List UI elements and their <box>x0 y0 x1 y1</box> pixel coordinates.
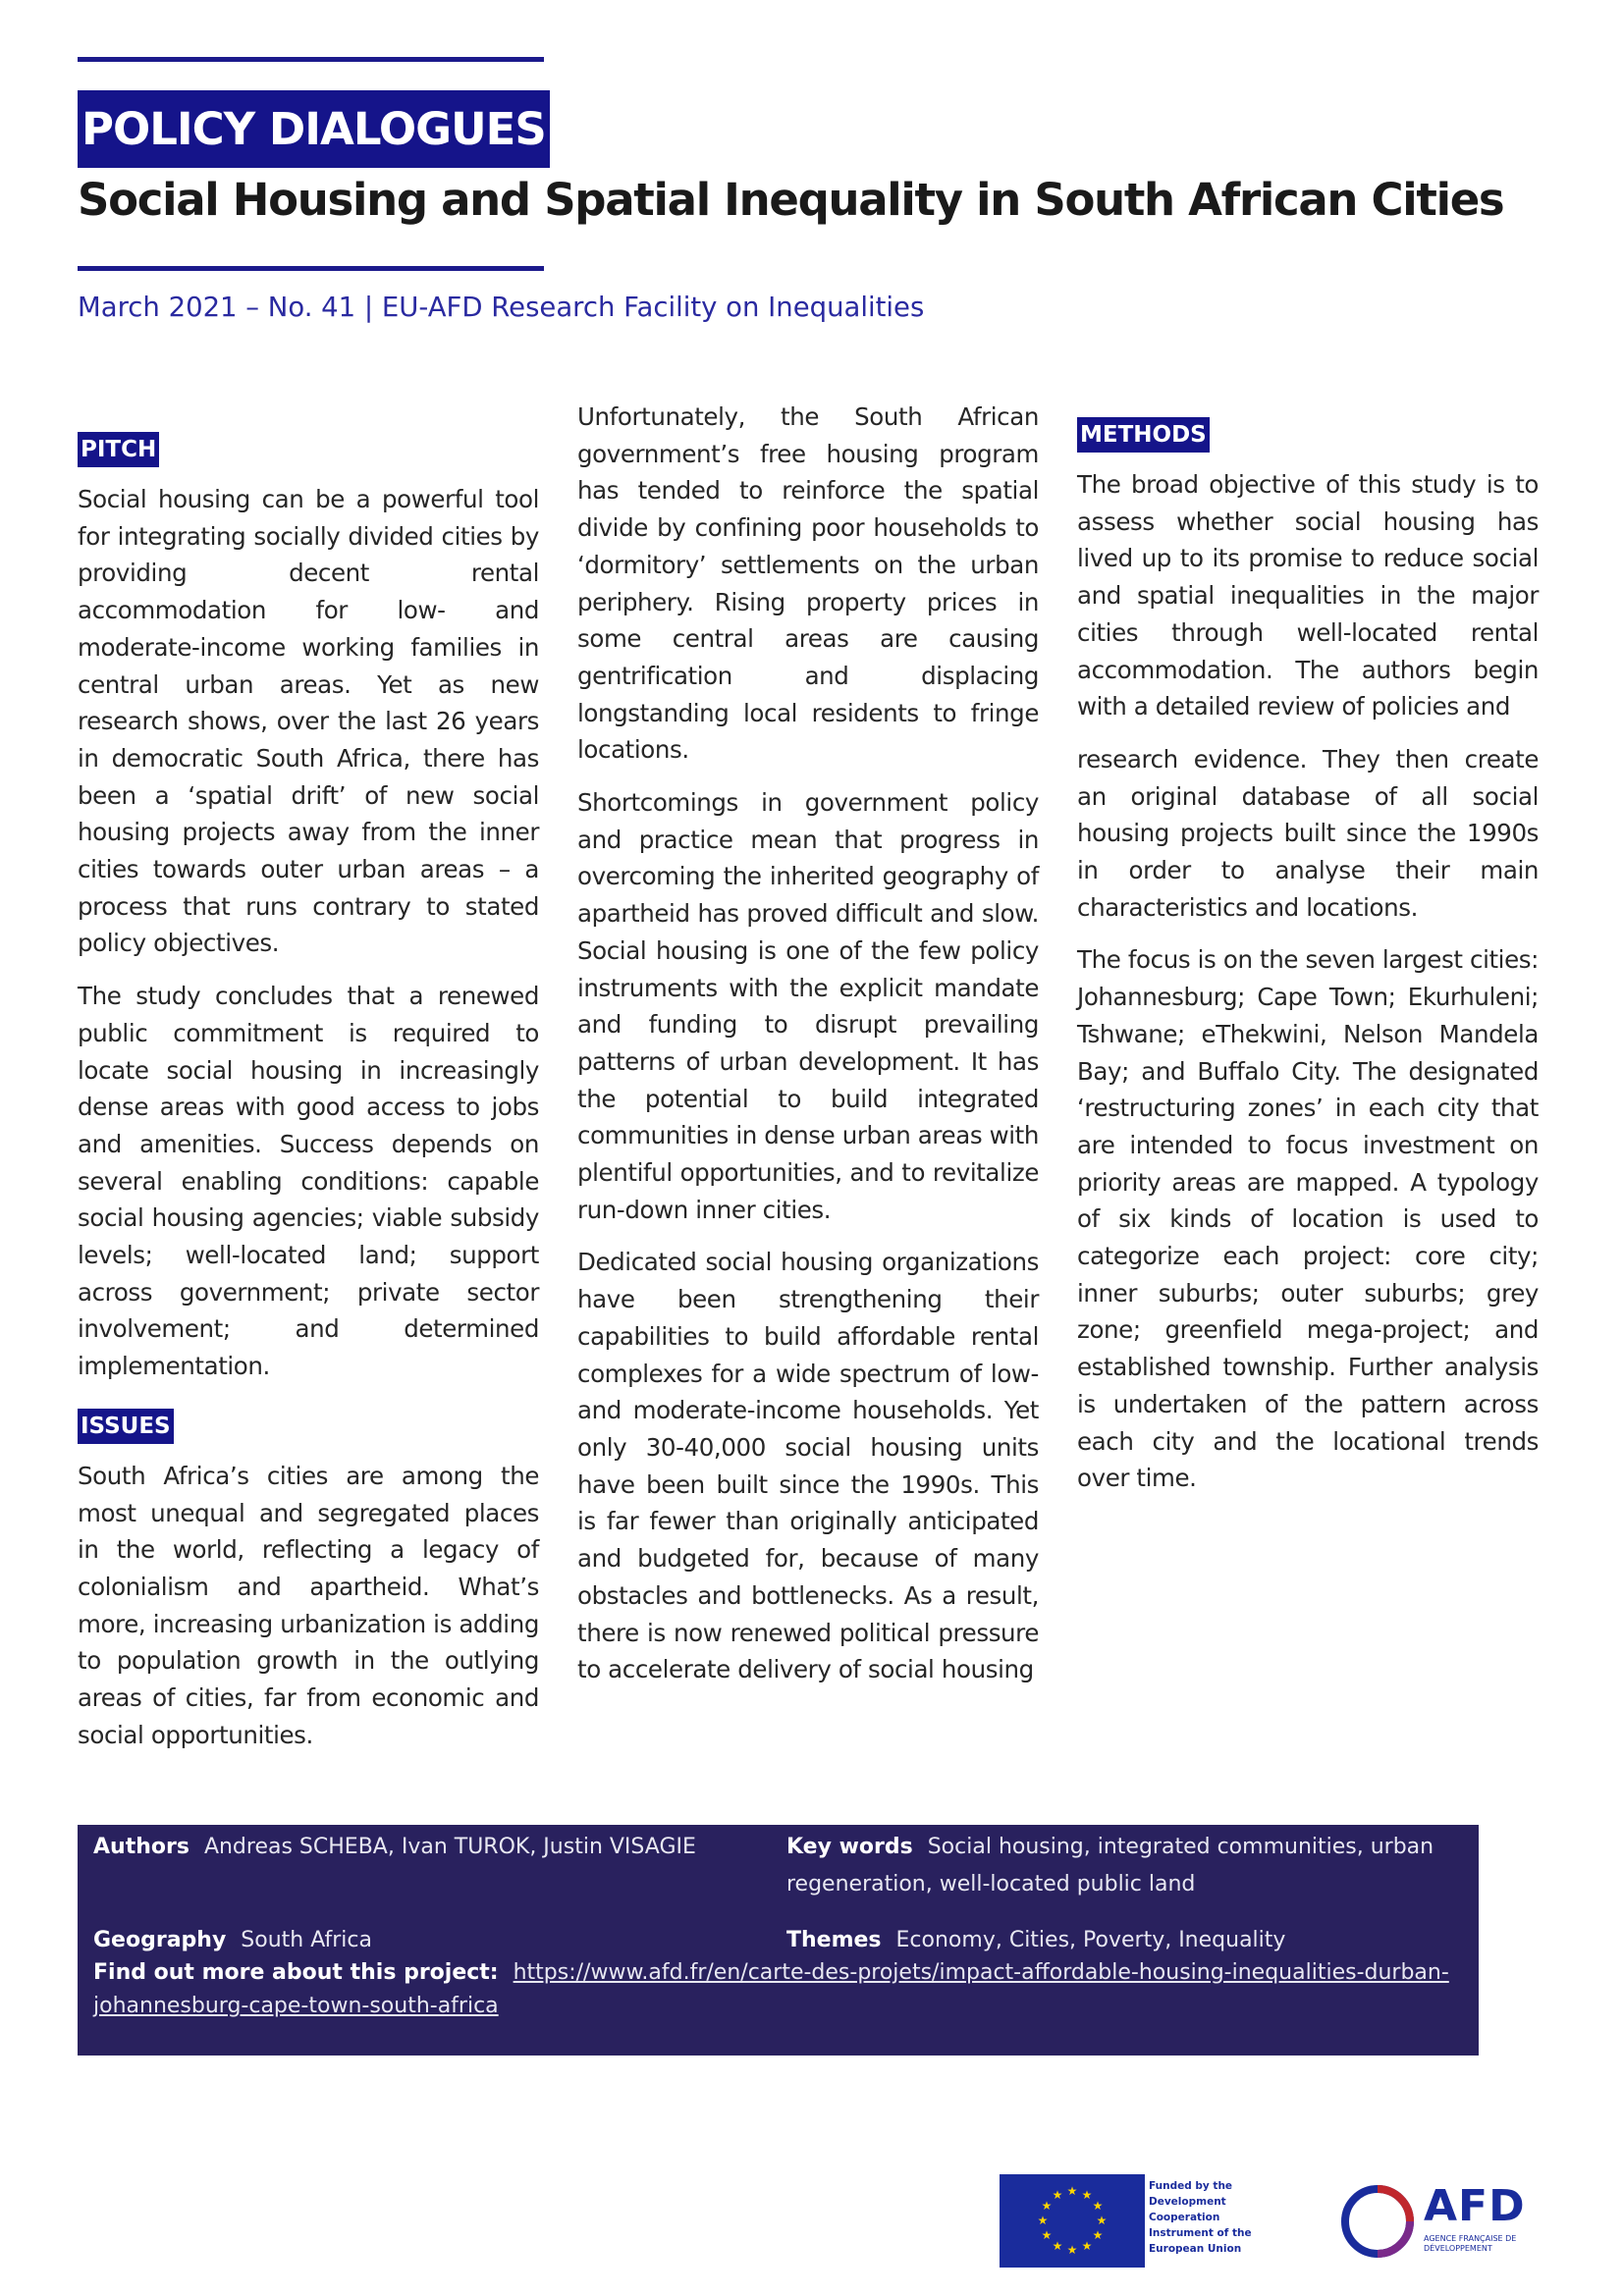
top-rule <box>78 57 544 62</box>
issues-paragraph-1: South Africa’s cities are among the most unequal and segregated places in the world, reflecting a legacy of colonialism and apartheid. What’s more, increasing urbanization is adding to population growth in the outlying areas of cities, far from economic and social opportunities. <box>78 1461 539 1749</box>
eu-star-icon: ★ <box>1096 2214 1108 2227</box>
issues-heading: ISSUES <box>78 1409 174 1444</box>
column-1 <box>78 432 539 1770</box>
afd-wordmark: AFD <box>1424 2181 1526 2231</box>
eu-star-icon: ★ <box>1081 2188 1093 2203</box>
column2-paragraph-2: Shortcomings in government policy and practice mean that progress in overcoming the inherited geography of apartheid has proved difficult and slow. Social housing is one of the few policy instruments with the explicit mandate and funding to disrupt prevailing patterns of urban development. It has the potential to build integrated communities in dense urban areas with plentiful opportunities, and to revitalize run-down inner cities. <box>577 788 1039 1224</box>
series-banner: POLICY DIALOGUES <box>78 90 550 168</box>
authors-row <box>93 1829 696 1866</box>
column2-paragraph-1: Unfortunately, the South African government’s free housing program has tended to reinforce the spatial divide by confining poor households to ‘dormitory’ settlements on the urban periphery. Rising property prices in some central areas are causing gentrification and displacing longstanding local residents to fringe locations. <box>577 402 1039 765</box>
eu-star-icon: ★ <box>1052 2238 1063 2253</box>
eu-star-icon: ★ <box>1092 2199 1104 2213</box>
geography-label: Geography <box>93 1928 227 1952</box>
project-info-box <box>78 1825 1479 2056</box>
title-rule <box>78 266 544 271</box>
authors-label: Authors <box>93 1835 189 1859</box>
themes-label: Themes <box>786 1928 882 1952</box>
keywords-label: Key words <box>786 1835 913 1859</box>
methods-paragraph-2: research evidence. They then create an original database of all social housing projects built since the 1990s in order to analyse their main characteristics and locations. <box>1077 744 1539 922</box>
authors-value: Andreas SCHEBA, Ivan TUROK, Justin VISAGIE <box>203 1835 696 1859</box>
project-link-continued[interactable]: johannesburg-cape-town-south-africa <box>93 1994 499 2018</box>
eu-star-icon: ★ <box>1066 2243 1078 2257</box>
methods-paragraph-1: The broad objective of this study is to assess whether social housing has lived up to its promise to reduce social and spatial inequalities in the major cities through well-located rental accommodation. The authors begin with a detailed review of policies and <box>1077 470 1539 721</box>
methods-heading: METHODS <box>1077 417 1210 453</box>
page-title: Social Housing and Spatial Inequality in South African Cities <box>78 174 1504 226</box>
eu-star-icon: ★ <box>1081 2238 1093 2253</box>
eu-star-icon: ★ <box>1066 2184 1078 2198</box>
findout-label: Find out more about this project: <box>93 1960 499 1985</box>
project-link[interactable]: https://www.afd.fr/en/carte-des-projets/impact-affordable-housing-inequalities-durban- <box>513 1960 1449 1985</box>
themes-value: Economy, Cities, Poverty, Inequality <box>895 1928 1286 1952</box>
dateline: March 2021 – No. 41 | EU-AFD Research Facility on Inequalities <box>78 292 925 323</box>
geography-value: South Africa <box>241 1928 372 1952</box>
pitch-heading: PITCH <box>78 432 159 467</box>
findout-row-2 <box>93 1988 499 2025</box>
eu-star-icon: ★ <box>1092 2228 1104 2242</box>
column-3 <box>1077 417 1539 1513</box>
afd-subtitle: AGENCE FRANÇAISE DE DÉVELOPPEMENT <box>1424 2234 1517 2253</box>
eu-star-icon: ★ <box>1037 2214 1049 2227</box>
keywords-row-2 <box>786 1866 1195 1903</box>
eu-flag-icon <box>1000 2174 1145 2268</box>
keywords-value-1: Social housing, integrated communities, urban <box>927 1835 1434 1859</box>
pitch-paragraph-1: Social housing can be a powerful tool for integrating socially divided cities by providing decent rental accommodation for low- and moderate-income working families in central urban areas. Yet as new research shows, over the last 26 years in democratic South Africa, there has been a ‘spatial drift’ of new social housing projects away from the inner cities towards outer urban areas – a process that runs contrary to stated policy objectives. <box>78 485 539 958</box>
methods-paragraph-3: The focus is on the seven largest cities: Johannesburg; Cape Town; Ekurhuleni; Tshwane; eThekwini, Nelson Mandela Bay; and Buffalo City. The designated ‘restructuring zones’ in each city that are intended to focus investment on priority areas are mapped. A typology of six kinds of location is used to categorize each project: core city; inner suburbs; outer suburbs; grey zone; greenfield mega-project; and established township. Further analysis is undertaken of the pattern across each city and the locational trends over time. <box>1077 945 1539 1493</box>
pitch-paragraph-2: The study concludes that a renewed public commitment is required to locate social housing in increasingly dense areas with good access to jobs and amenities. Success depends on several enabling conditions: capable social housing agencies; viable subsidy levels; well-located land; support across government; private sector involvement; and determined implementation. <box>78 982 539 1381</box>
column-2 <box>577 399 1039 1704</box>
eu-star-icon: ★ <box>1041 2199 1053 2213</box>
column2-paragraph-3: Dedicated social housing organizations have been strengthening their capabilities to build affordable rental complexes for a wide spectrum of low- and moderate-income households. Yet only 30-40,000 social housing units have been built since the 1990s. This is far fewer than originally anticipated and budgeted for, because of many obstacles and bottlenecks. As a result, there is now renewed political pressure to accelerate delivery of social housing <box>577 1248 1039 1684</box>
findout-row <box>93 1954 1449 1992</box>
eu-star-icon: ★ <box>1041 2228 1053 2242</box>
keywords-row <box>786 1829 1434 1866</box>
eu-funding-text: Funded by the Development Cooperation Instrument of the European Union <box>1149 2180 1252 2255</box>
keywords-value-2: regeneration, well-located public land <box>786 1872 1196 1896</box>
eu-star-icon: ★ <box>1052 2188 1063 2203</box>
